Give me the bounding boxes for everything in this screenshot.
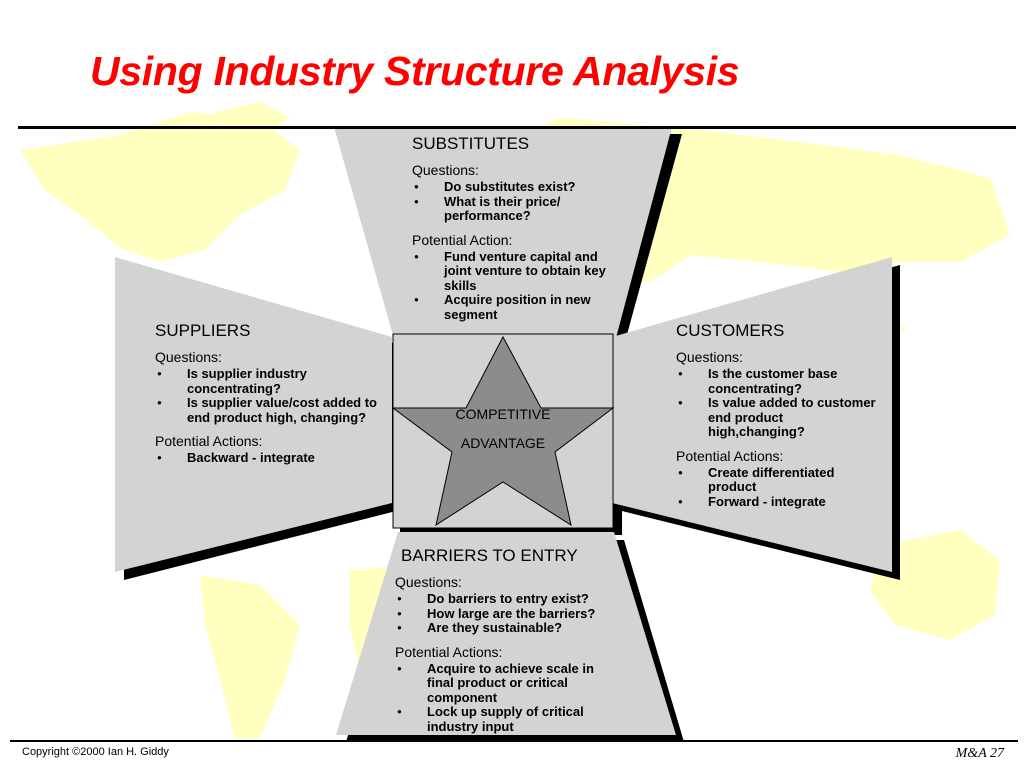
customers-actions-label: Potential Actions: xyxy=(676,447,784,464)
map-south-america xyxy=(200,575,300,738)
competitive-advantage-line1: COMPETITIVE xyxy=(455,406,551,422)
customers-section xyxy=(676,321,876,517)
barriers-questions-label: Questions: xyxy=(395,574,462,590)
list-item: ● Do barriers to entry exist? xyxy=(395,592,620,607)
customers-questions-label: Questions: xyxy=(676,349,743,365)
customers-heading: CUSTOMERS xyxy=(676,321,785,340)
suppliers-section xyxy=(155,321,385,474)
copyright-text: Copyright ©2000 Ian H. Giddy xyxy=(22,746,169,758)
substitutes-questions-list xyxy=(412,180,622,224)
slide-title: Using Industry Structure Analysis xyxy=(90,48,740,94)
barriers-questions-list xyxy=(395,592,620,636)
substitutes-actions-list xyxy=(412,250,622,323)
suppliers-questions-label: Questions: xyxy=(155,349,222,365)
list-item: ● Acquire position in new segment xyxy=(412,293,622,322)
list-item: ● Do substitutes exist? xyxy=(412,180,622,195)
barriers-heading: BARRIERS TO ENTRY xyxy=(401,546,578,565)
list-item: ● Is the customer base concentrating? xyxy=(676,367,876,396)
suppliers-questions-list xyxy=(155,367,385,425)
page-number: M&A 27 xyxy=(955,746,1004,761)
barriers-actions-label: Potential Actions: xyxy=(395,643,503,660)
list-item: ● How large are the barriers? xyxy=(395,607,620,622)
suppliers-actions-label: Potential Actions: xyxy=(155,433,263,449)
list-item: ● Is supplier industry concentrating? xyxy=(155,367,385,396)
footer-divider xyxy=(10,740,1018,742)
competitive-advantage-line2: ADVANTAGE xyxy=(460,435,546,451)
list-item: ● Acquire to achieve scale in final product or critical component xyxy=(395,662,620,706)
barriers-section xyxy=(395,546,620,742)
list-item: ● Is value added to customer end product high,changing? xyxy=(676,396,876,440)
barriers-actions-list xyxy=(395,662,620,735)
list-item: ● Are they sustainable? xyxy=(395,621,620,636)
list-item: ● What is their price/ performance? xyxy=(412,195,622,224)
list-item: ● Backward - integrate xyxy=(155,451,385,466)
title-divider xyxy=(18,126,1016,129)
suppliers-heading: SUPPLIERS xyxy=(155,321,251,340)
map-north-america xyxy=(20,112,300,262)
list-item: ● Forward - integrate xyxy=(676,495,876,510)
customers-actions-list xyxy=(676,466,876,510)
substitutes-questions-label: Questions: xyxy=(412,162,479,178)
substitutes-actions-label: Potential Action: xyxy=(412,231,513,248)
substitutes-heading: SUBSTITUTES xyxy=(412,134,530,153)
list-item: ● Fund venture capital and joint venture to obtain key skills xyxy=(412,250,622,294)
customers-questions-list xyxy=(676,367,876,440)
substitutes-section xyxy=(412,134,622,330)
suppliers-actions-list xyxy=(155,451,385,466)
list-item: ● Lock up supply of critical industry input xyxy=(395,705,620,734)
list-item: ● Create differentiated product xyxy=(676,466,876,495)
list-item: ● Is supplier value/cost added to end product high, changing? xyxy=(155,396,385,425)
